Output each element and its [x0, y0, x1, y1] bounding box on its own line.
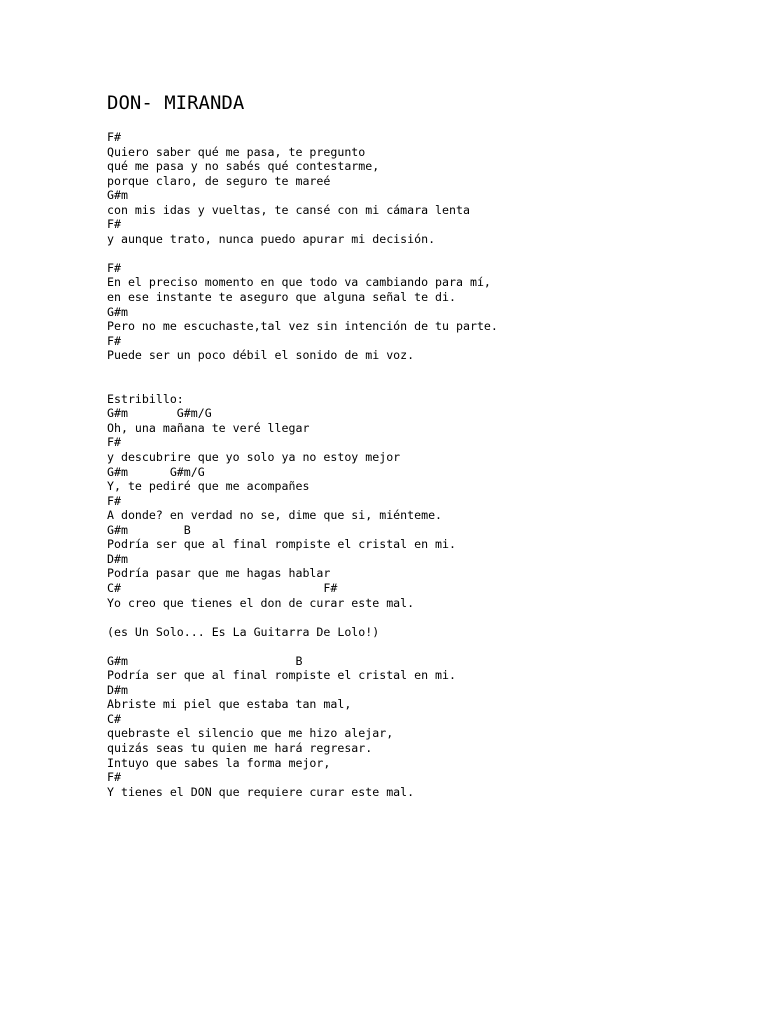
- chord-line: G#m B: [107, 522, 191, 537]
- lyric-line: quizás seas tu quien me hará regresar.: [107, 740, 373, 755]
- lyric-line: con mis idas y vueltas, te cansé con mi cámara lenta: [107, 202, 470, 217]
- lyric-line: qué me pasa y no sabés qué contestarme,: [107, 159, 380, 174]
- lyric-line: Podría pasar que me hagas hablar: [107, 566, 331, 581]
- lyric-line: y descubrire que yo solo ya no estoy mejor: [107, 450, 401, 465]
- blank-line: [107, 377, 498, 392]
- lyric-line: Yo creo que tienes el don de curar este mal.: [107, 595, 415, 610]
- chord-line: D#m: [107, 682, 128, 697]
- chord-line: F#: [107, 493, 121, 508]
- chord-line: F#: [107, 435, 121, 450]
- chord-line: C# F#: [107, 580, 338, 595]
- chord-line: G#m: [107, 304, 128, 319]
- lyric-line: Abriste mi piel que estaba tan mal,: [107, 697, 352, 712]
- lyric-line: Estribillo:: [107, 391, 184, 406]
- blank-line: [107, 610, 498, 625]
- lyric-line: Pero no me escuchaste,tal vez sin intención de tu parte.: [107, 319, 498, 334]
- lyric-line: Oh, una mañana te veré llegar: [107, 420, 310, 435]
- chord-line: F#: [107, 770, 121, 785]
- blank-line: [107, 639, 498, 654]
- chord-line: C#: [107, 711, 121, 726]
- chord-line: G#m: [107, 188, 128, 203]
- song-title: DON- MIRANDA: [107, 92, 245, 114]
- lyric-line: En el preciso momento en que todo va cambiando para mí,: [107, 275, 491, 290]
- chord-line: G#m G#m/G: [107, 406, 212, 421]
- lyric-line: Puede ser un poco débil el sonido de mi voz.: [107, 348, 415, 363]
- lyric-line: Quiero saber qué me pasa, te pregunto: [107, 144, 366, 159]
- lyric-line: Y tienes el DON que requiere curar este mal.: [107, 784, 415, 799]
- chord-line: D#m: [107, 551, 128, 566]
- chord-line: F#: [107, 217, 121, 232]
- lyric-line: A donde? en verdad no se, dime que si, miénteme.: [107, 508, 443, 523]
- lyric-line: Intuyo que sabes la forma mejor,: [107, 755, 331, 770]
- lyric-line: en ese instante te aseguro que alguna señal te di.: [107, 290, 457, 305]
- lyric-line: Y, te pediré que me acompañes: [107, 479, 310, 494]
- chord-line: G#m G#m/G: [107, 464, 205, 479]
- lyric-line: (es Un Solo... Es La Guitarra De Lolo!): [107, 624, 380, 639]
- chord-line: F#: [107, 260, 121, 275]
- lyric-line: Podría ser que al final rompiste el cristal en mi.: [107, 537, 457, 552]
- chord-line: F#: [107, 130, 121, 144]
- chord-line: F#: [107, 333, 121, 348]
- lyric-line: Podría ser que al final rompiste el cristal en mi.: [107, 668, 457, 683]
- lyrics-block: [107, 130, 498, 799]
- chord-line: G#m B: [107, 653, 303, 668]
- blank-line: [107, 246, 498, 261]
- blank-line: [107, 363, 498, 378]
- lyric-line: quebraste el silencio que me hizo alejar,: [107, 726, 394, 741]
- lyric-line: y aunque trato, nunca puedo apurar mi decisión.: [107, 231, 436, 246]
- lyric-line: porque claro, de seguro te mareé: [107, 173, 331, 188]
